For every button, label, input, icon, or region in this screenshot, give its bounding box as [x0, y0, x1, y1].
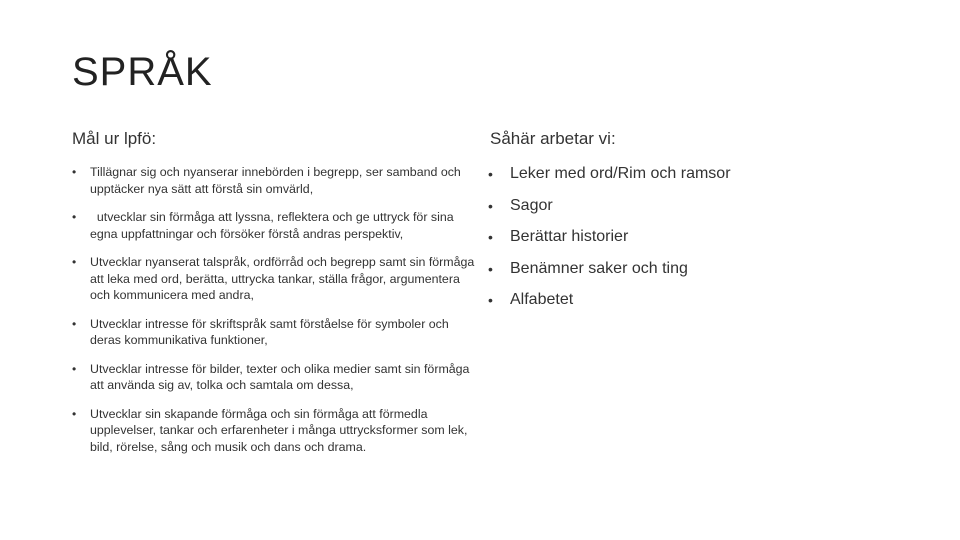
bullet-icon: •	[72, 316, 77, 331]
goal-text: Utvecklar intresse för skriftspråk samt förståelse för symboler och deras kommunikativa funktioner,	[90, 316, 449, 347]
bullet-icon: •	[488, 260, 493, 277]
bullet-icon: •	[488, 166, 493, 182]
bullet-icon: •	[72, 165, 77, 179]
bullet-icon: •	[488, 292, 493, 308]
method-text: Benämner saker och ting	[510, 259, 688, 277]
goals-list	[72, 164, 482, 455]
method-item	[488, 290, 908, 310]
goal-text: Utvecklar sin skapande förmåga och sin förmåga att förmedla upplevelser, tankar och erfarenheter i många uttrycksformer som lek, bild, rörelse, sång och musik och dans och drama.	[90, 406, 468, 454]
goal-text: Tillägnar sig och nyanserar innebörden i begrepp, ser samband och upptäcker nya sätt att förstå sin omvärld,	[90, 165, 461, 196]
goal-item	[72, 316, 482, 349]
bullet-icon: •	[488, 197, 493, 214]
bullet-icon: •	[488, 229, 493, 245]
method-text: Alfabetet	[510, 291, 574, 308]
bullet-icon: •	[72, 210, 77, 224]
goal-item	[72, 406, 482, 456]
method-text: Leker med ord/Rim och ramsor	[510, 165, 731, 182]
bullet-icon: •	[72, 361, 77, 376]
methods-heading: Såhär arbetar vi:	[490, 129, 616, 148]
goal-item	[72, 361, 482, 394]
goal-item	[72, 254, 482, 304]
goal-text: Utvecklar nyanserat talspråk, ordförråd och begrepp samt sin förmåga att leka med ord, berätta, uttrycka tankar, ställa frågor, argumentera och kommunicera med andra,	[90, 255, 475, 302]
goal-item	[72, 209, 482, 242]
method-text: Sagor	[510, 196, 553, 214]
goals-column	[72, 128, 482, 467]
method-item	[488, 227, 908, 247]
goal-text: Utvecklar intresse för bilder, texter och olika medier samt sin förmåga att använda sig av, tolka och samtala om dessa,	[90, 361, 470, 392]
bullet-icon: •	[72, 406, 77, 421]
goal-text: utvecklar sin förmåga att lyssna, reflektera och ge uttryck för sina egna uppfattningar och försöker förstå andras perspektiv,	[90, 210, 454, 241]
method-item	[488, 164, 908, 184]
methods-column	[488, 128, 908, 322]
bullet-icon: •	[72, 255, 77, 269]
methods-list	[488, 164, 908, 310]
goals-heading: Mål ur lpfö:	[72, 129, 157, 148]
slide-title: SPRÅK	[72, 50, 213, 94]
method-item	[488, 196, 908, 216]
method-item	[488, 259, 908, 279]
goal-item	[72, 164, 482, 197]
method-text: Berättar historier	[510, 228, 629, 245]
